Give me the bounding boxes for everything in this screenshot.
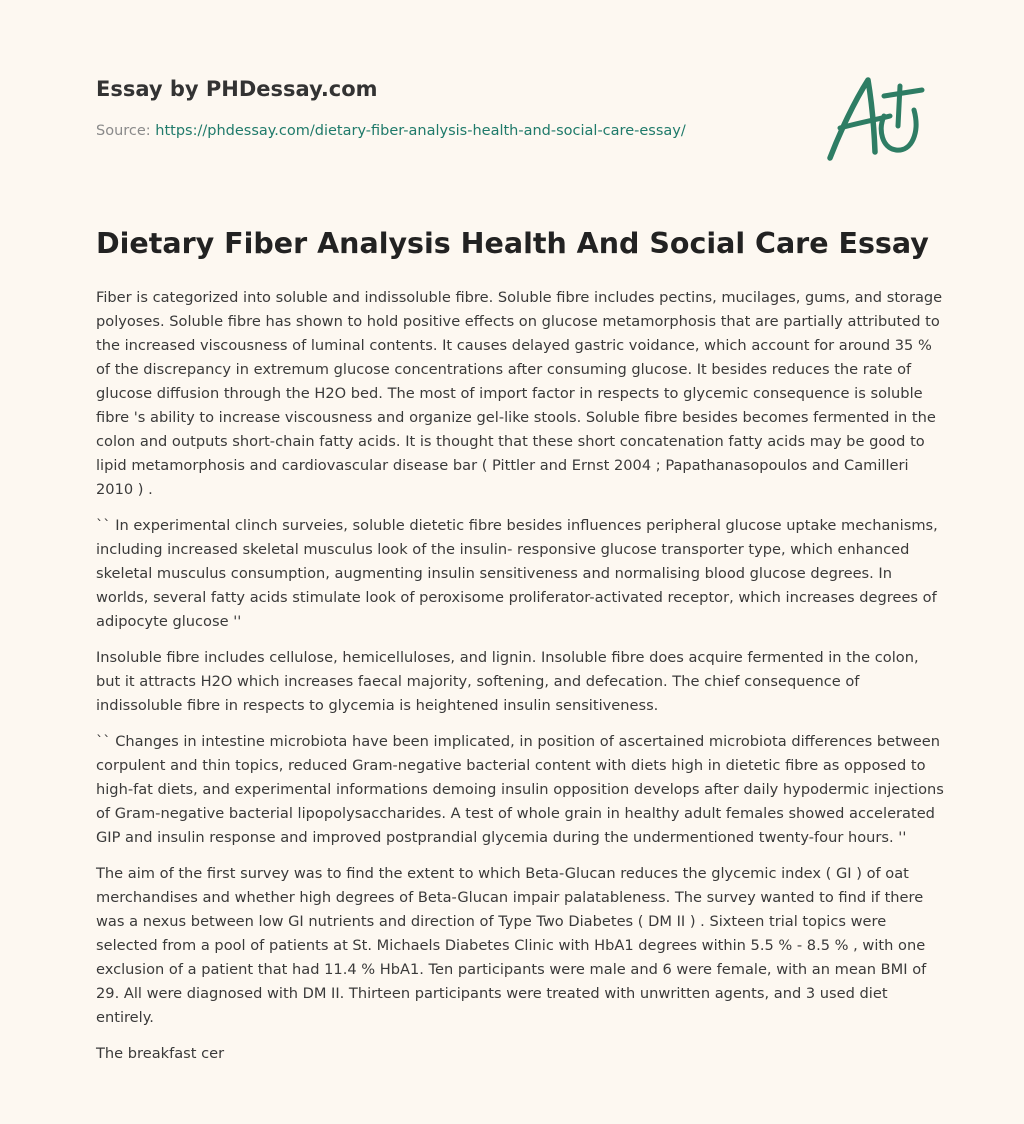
source-link[interactable]: https://phdessay.com/dietary-fiber-analysis-health-and-social-care-essay/ [155,123,686,139]
page-header [96,0,936,180]
essay-paragraph: Insoluble fibre includes cellulose, hemicelluloses, and lignin. Insoluble fibre does acquire fermented in the colon, but it attracts H2O which increases faecal majority, softening, and defecation. The chief consequence of indissoluble fibre in respects to glycemia is heightened insulin sensitiveness. [96,649,919,714]
a-plus-logo-icon [824,66,928,166]
essay-paragraph: The aim of the first survey was to find the extent to which Beta-Glucan reduces the glycemic index ( GI ) of oat merchandises and whether high degrees of Beta-Glucan impair palatableness. The survey wanted to find if there was a nexus between low GI nutrients and direction of Type Two Diabetes ( DM II ) . Sixteen trial topics were selected from a pool of patients at St. Michaels Diabetes Clinic with HbA1 degrees within 5.5 % - 8.5 % , with one exclusion of a patient that had 11.4 % HbA1. Ten participants were male and 6 were female, with an mean BMI of 29. All were diagnosed with DM II. Thirteen participants were treated with unwritten agents, and 3 used diet entirely. [96,865,927,1026]
site-brand: Essay by PHDessay.com [96,77,378,101]
essay-paragraph: The breakfast cer [96,1045,225,1062]
essay-title: Dietary Fiber Analysis Health And Social Care Essay [96,227,929,260]
source-label: Source: [96,123,151,139]
source-line [96,123,686,139]
essay-paragraph: `` In experimental clinch surveies, soluble dietetic fibre besides influences peripheral glucose uptake mechanisms, including increased skeletal musculus look of the insulin- responsive glucose transporter type, which enhanced skeletal musculus consumption, augmenting insulin sensitiveness and normalising blood glucose degrees. In worlds, several fatty acids stimulate look of peroxisome proliferator-activated receptor, which increases degrees of adipocyte glucose '' [96,517,938,630]
essay-paragraph: Fiber is categorized into soluble and indissoluble fibre. Soluble fibre includes pectins, mucilages, gums, and storage polyoses. Soluble fibre has shown to hold positive effects on glucose metamorphosis that are partially attributed to the increased viscousness of luminal contents. It causes delayed gastric voidance, which account for around 35 % of the discrepancy in extremum glucose concentrations after consuming glucose. It besides reduces the rate of glucose diffusion through the H2O bed. The most of import factor in respects to glycemic consequence is soluble fibre 's ability to increase viscousness and organize gel-like stools. Soluble fibre besides becomes fermented in the colon and outputs short-chain fatty acids. It is thought that these short concatenation fatty acids may be good to lipid metamorphosis and cardiovascular disease bar ( Pittler and Ernst 2004 ; Papathanasopoulos and Camilleri 2010 ) . [96,289,943,498]
essay-body [96,286,946,1078]
essay-paragraph: `` Changes in intestine microbiota have been implicated, in position of ascertained microbiota differences between corpulent and thin topics, reduced Gram-negative bacterial content with diets high in dietetic fibre as opposed to high-fat diets, and experimental informations demoing insulin opposition develops after daily hypodermic injections of Gram-negative bacterial lipopolysaccharides. A test of whole grain in healthy adult females showed accelerated GIP and insulin response and improved postprandial glycemia during the undermentioned twenty-four hours. '' [96,733,944,846]
